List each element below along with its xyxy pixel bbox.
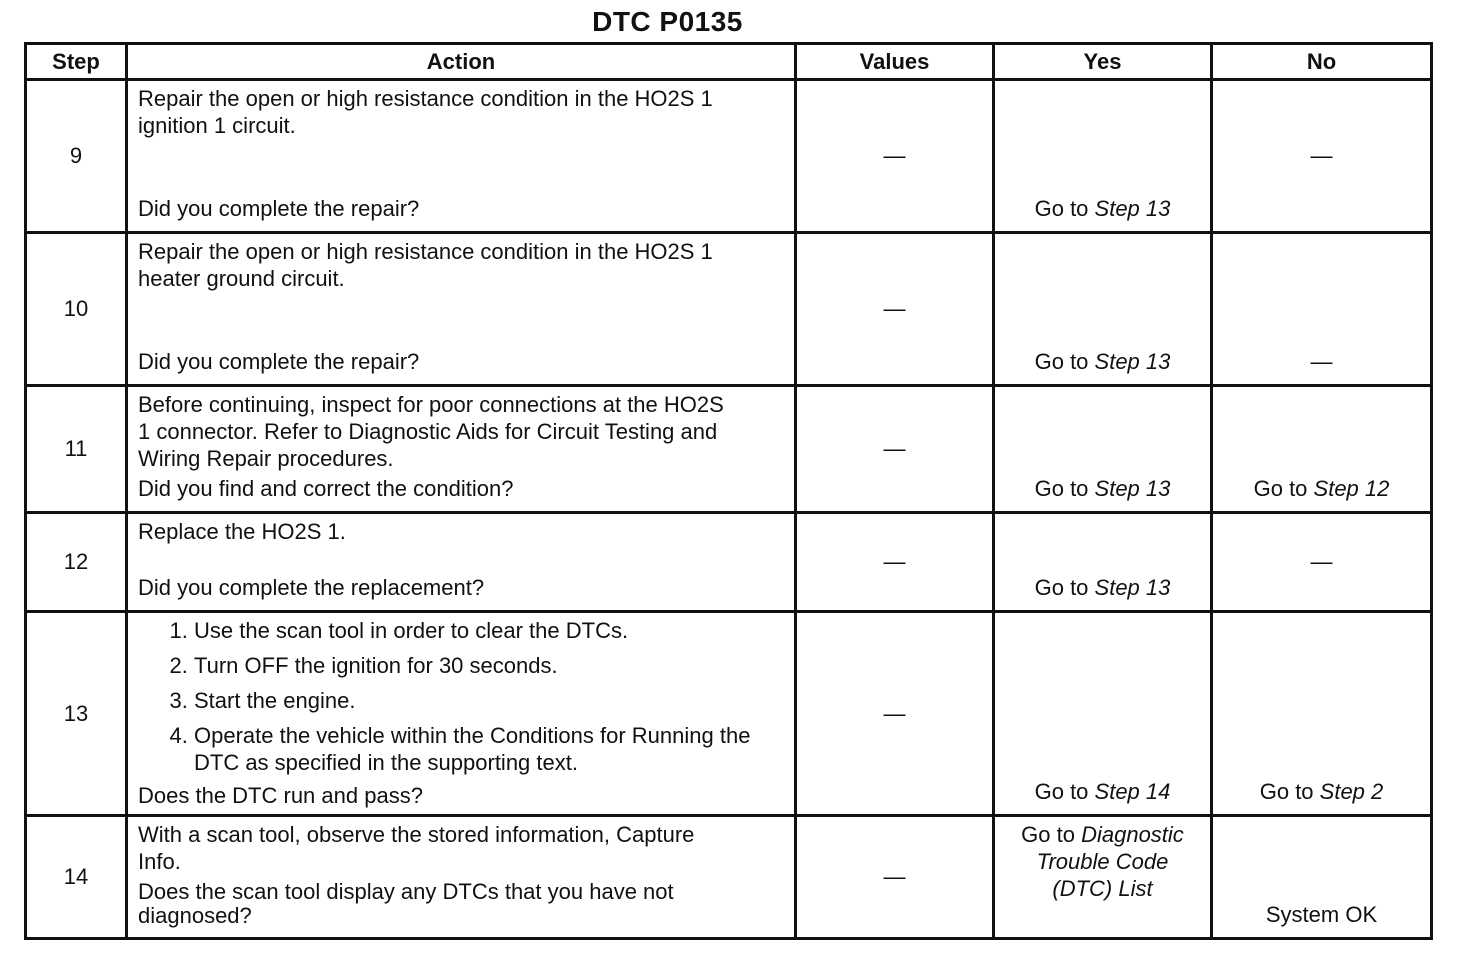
yes-action: [1035, 575, 1171, 601]
no-action: [1260, 779, 1384, 805]
document-title: DTC P0135: [592, 6, 743, 37]
yes-action: [1035, 779, 1171, 805]
procedure-step: 1. Use the scan tool in order to clear the DTCs.: [194, 617, 784, 645]
table-row: [26, 513, 1432, 612]
action-cell: [127, 816, 796, 939]
yes-action: [1035, 349, 1171, 375]
action-question: Did you complete the replacement?: [138, 575, 485, 600]
header-no: No: [1212, 44, 1432, 80]
yes-action: [1035, 476, 1171, 502]
procedure-step: 2. Turn OFF the ignition for 30 seconds.: [194, 652, 784, 680]
no-cell: —: [1212, 80, 1432, 233]
step-number: 10: [26, 233, 127, 386]
header-action: Action: [127, 44, 796, 80]
action-cell: [127, 386, 796, 513]
yes-action: [1035, 196, 1171, 222]
step-number: 11: [26, 386, 127, 513]
header-values: Values: [796, 44, 994, 80]
action-cell: [127, 80, 796, 233]
no-step-link[interactable]: Step 2: [1319, 779, 1384, 804]
procedure-steps: [138, 617, 784, 783]
action-text: Replace the HO2S 1.: [138, 519, 346, 544]
yes-prefix: Go to: [1034, 575, 1095, 600]
no-action: [1254, 476, 1390, 502]
action-text: Repair the open or high resistance condition in the HO2S 1 ignition 1 circuit.: [138, 86, 713, 138]
yes-prefix: Go to: [1034, 196, 1095, 221]
yes-cell: [994, 816, 1212, 939]
no-cell: [1212, 233, 1432, 386]
no-cell: [1212, 386, 1432, 513]
values-cell: —: [796, 612, 994, 816]
yes-cell: [994, 80, 1212, 233]
action-question: Did you complete the repair?: [138, 349, 420, 374]
step-number: 9: [26, 80, 127, 233]
values-cell: —: [796, 233, 994, 386]
table-row: [26, 80, 1432, 233]
no-value: —: [1310, 349, 1333, 374]
values-cell: —: [796, 386, 994, 513]
action-text: With a scan tool, observe the stored information, Capture Info.: [138, 822, 695, 874]
yes-prefix: Go to: [1034, 476, 1095, 501]
yes-cell: [994, 233, 1212, 386]
no-cell: [1212, 612, 1432, 816]
no-cell: —: [1212, 513, 1432, 612]
no-prefix: Go to: [1253, 476, 1314, 501]
yes-prefix: Go to: [1021, 822, 1082, 847]
action-cell: [127, 513, 796, 612]
header-yes: Yes: [994, 44, 1212, 80]
step-number: 14: [26, 816, 127, 939]
procedure-step: 3. Start the engine.: [194, 687, 784, 715]
no-value: System OK: [1265, 902, 1378, 927]
yes-dtc-list-link[interactable]: Diagnostic Trouble Code (DTC) List: [1036, 822, 1184, 901]
header-step: Step: [26, 44, 127, 80]
table-header-row: [26, 44, 1432, 80]
yes-step-link[interactable]: Step 13: [1094, 476, 1171, 501]
action-question: Does the DTC run and pass?: [138, 783, 423, 808]
yes-step-link[interactable]: Step 14: [1094, 779, 1171, 804]
action-question: Does the scan tool display any DTCs that you have not diagnosed?: [138, 879, 674, 928]
diagnostic-table: [24, 42, 1433, 940]
table-row: [26, 816, 1432, 939]
step-number: 12: [26, 513, 127, 612]
table-row: [26, 612, 1432, 816]
yes-prefix: Go to: [1034, 779, 1095, 804]
step-number: 13: [26, 612, 127, 816]
action-question: Did you find and correct the condition?: [138, 476, 514, 501]
yes-cell: [994, 612, 1212, 816]
yes-prefix: Go to: [1034, 349, 1095, 374]
values-cell: —: [796, 513, 994, 612]
values-cell: —: [796, 80, 994, 233]
action-text: Repair the open or high resistance condition in the HO2S 1 heater ground circuit.: [138, 239, 713, 291]
action-cell: [127, 612, 796, 816]
action-text: Before continuing, inspect for poor connections at the HO2S 1 connector. Refer to Diagnostic Aids for Circuit Testing and Wiring Repair procedures.: [138, 392, 724, 471]
no-prefix: Go to: [1259, 779, 1320, 804]
no-cell: [1212, 816, 1432, 939]
no-step-link[interactable]: Step 12: [1313, 476, 1390, 501]
values-cell: —: [796, 816, 994, 939]
yes-cell: [994, 513, 1212, 612]
yes-step-link[interactable]: Step 13: [1094, 196, 1171, 221]
yes-step-link[interactable]: Step 13: [1094, 349, 1171, 374]
yes-action: [1008, 821, 1198, 902]
table-row: [26, 386, 1432, 513]
yes-step-link[interactable]: Step 13: [1094, 575, 1171, 600]
table-row: [26, 233, 1432, 386]
yes-cell: [994, 386, 1212, 513]
action-cell: [127, 233, 796, 386]
procedure-step: 4. Operate the vehicle within the Conditions for Running the DTC as specified in the supporting text.: [194, 722, 784, 776]
action-question: Did you complete the repair?: [138, 196, 420, 221]
